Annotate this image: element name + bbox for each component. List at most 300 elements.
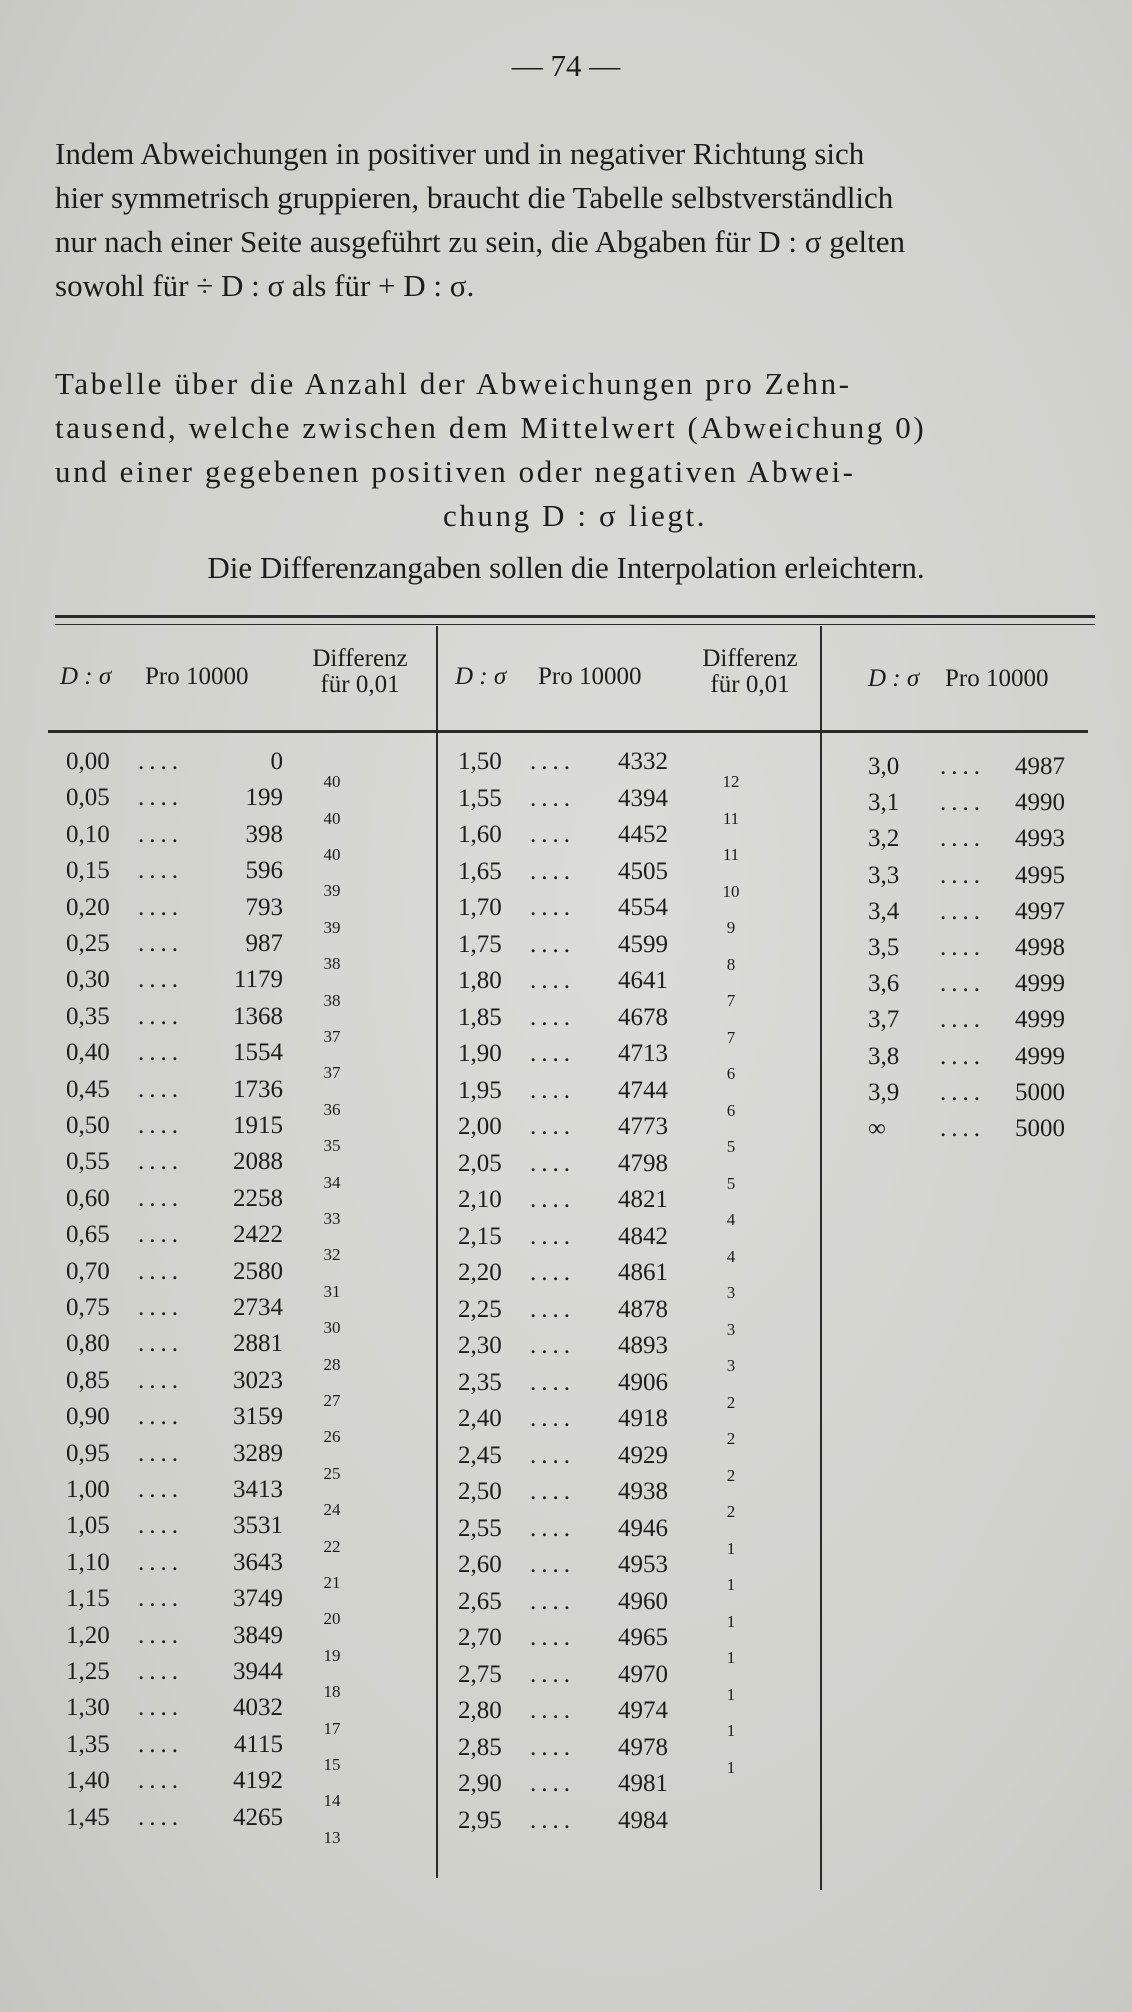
table-difference: 11 (722, 845, 740, 865)
table-arg: 1,15 (66, 1585, 110, 1613)
table-value: 2580 (233, 1257, 283, 1285)
table-arg: 0,30 (66, 966, 110, 994)
table-arg: 1,65 (458, 857, 502, 885)
table-difference: 21 (323, 1573, 341, 1592)
table-difference: 12 (722, 772, 740, 792)
table-difference: 38 (323, 990, 341, 1010)
table-difference: 3 (726, 1356, 736, 1376)
table-dots: .... (940, 753, 985, 780)
table-top-rule (55, 615, 1095, 618)
table-value: 4842 (618, 1222, 668, 1250)
table-arg: 2,25 (458, 1295, 502, 1323)
table-value: 4978 (618, 1733, 668, 1761)
table-arg: 1,90 (458, 1040, 502, 1067)
table-value: 4946 (618, 1514, 668, 1542)
table-dots: .... (940, 897, 985, 925)
table-value: 3749 (233, 1585, 283, 1613)
table-value: 4918 (618, 1405, 668, 1432)
table-dots: .... (138, 1221, 183, 1249)
table-value: 4997 (1015, 897, 1065, 925)
table-difference: 11 (722, 808, 740, 828)
table-value: 3413 (233, 1476, 283, 1503)
table-difference: 9 (726, 918, 736, 938)
table-dots: .... (138, 1148, 183, 1176)
table-difference: 3 (726, 1283, 736, 1303)
table-difference: 19 (323, 1645, 341, 1665)
table-value: 4505 (618, 857, 668, 885)
header-bottom-rule (48, 730, 1088, 733)
table-difference: 2 (726, 1429, 736, 1449)
table-value: 1915 (233, 1112, 283, 1139)
table-arg: 2,75 (458, 1660, 502, 1688)
table-arg: 2,50 (458, 1478, 502, 1505)
table-arg: 2,05 (458, 1149, 502, 1177)
table-difference: 3 (726, 1319, 736, 1339)
table-dots: .... (138, 1548, 183, 1576)
table-dots: .... (530, 1587, 575, 1615)
table-arg: 1,50 (458, 748, 502, 775)
table-difference: 4 (726, 1210, 736, 1230)
table-dots: .... (138, 1112, 183, 1139)
table-arg: 3,6 (868, 970, 900, 998)
table-dots: .... (138, 857, 183, 885)
table-arg: 1,05 (66, 1512, 110, 1540)
table-value: 4452 (618, 821, 668, 848)
table-arg: 3,4 (868, 897, 900, 925)
paragraph-line: Indem Abweichungen in positiver und in negativer Richtung sich (55, 136, 865, 171)
table-dots: .... (530, 1149, 575, 1177)
table-difference: 1 (726, 1575, 736, 1595)
table-difference: 17 (323, 1718, 341, 1738)
table-dots: .... (530, 1368, 575, 1396)
table-dots: .... (940, 934, 985, 961)
table-dots: .... (940, 1115, 985, 1142)
table-value: 3159 (233, 1403, 283, 1431)
table-dots: .... (530, 784, 575, 812)
table-dots: .... (138, 820, 183, 848)
table-dots: .... (530, 1003, 575, 1031)
table-value: 4960 (618, 1587, 668, 1615)
table-value: 793 (245, 893, 283, 921)
table-value: 1736 (233, 1075, 283, 1103)
table-value: 1554 (233, 1039, 283, 1067)
table-value: 4999 (1015, 1042, 1065, 1070)
table-arg: 2,30 (458, 1332, 502, 1359)
table-dots: .... (138, 1366, 183, 1394)
table-dots: .... (138, 1803, 183, 1831)
table-dots: .... (138, 1330, 183, 1358)
table-arg: 1,30 (66, 1694, 110, 1722)
table-difference: 22 (323, 1536, 341, 1556)
table-dots: .... (530, 1514, 575, 1542)
table-dots: .... (530, 1259, 575, 1286)
table-dots: .... (530, 1806, 575, 1834)
table-difference: 15 (323, 1755, 341, 1774)
table-arg: 0,35 (66, 1002, 110, 1030)
table-arg: 1,35 (66, 1730, 110, 1758)
table-arg: 2,00 (458, 1113, 502, 1140)
table-difference: 5 (726, 1173, 736, 1193)
table-difference: 38 (323, 954, 341, 974)
table-dots: .... (530, 930, 575, 958)
table-difference: 34 (323, 1172, 341, 1192)
table-value: 4987 (1015, 753, 1065, 780)
table-arg: 0,95 (66, 1439, 110, 1467)
table-value: 0 (270, 748, 283, 775)
table-value: 4984 (618, 1806, 668, 1834)
table-difference: 5 (726, 1137, 736, 1157)
table-dots: .... (138, 748, 183, 775)
table-difference: 30 (323, 1318, 341, 1338)
table-arg: 3,1 (868, 789, 900, 817)
table-difference: 6 (726, 1064, 736, 1084)
paragraph-line: sowohl für ÷ D : σ als für + D : σ. (55, 268, 475, 303)
table-value: 4974 (618, 1697, 668, 1724)
paragraph-line: nur nach einer Seite ausgeführt zu sein, die Abgaben für D : σ gelten (55, 224, 905, 259)
table-value: 4115 (233, 1730, 283, 1758)
table-dots: .... (530, 1441, 575, 1469)
table-difference: 31 (323, 1281, 341, 1301)
table-dots: .... (530, 1222, 575, 1250)
table-difference: 35 (323, 1136, 341, 1156)
table-dots: .... (138, 1403, 183, 1431)
table-value: 4878 (618, 1295, 668, 1323)
table-arg: 0,25 (66, 930, 110, 957)
table-arg: 3,2 (868, 825, 900, 853)
table-dots: .... (138, 1694, 183, 1722)
table-dots: .... (138, 784, 183, 812)
table-arg: 1,20 (66, 1621, 110, 1649)
table-arg: 1,45 (66, 1803, 110, 1831)
table-difference: 13 (323, 1827, 341, 1847)
table-difference: 33 (323, 1209, 341, 1228)
table-dots: .... (138, 1621, 183, 1649)
table-arg: 1,40 (66, 1767, 110, 1795)
table-dots: .... (138, 1730, 183, 1758)
table-value: 3643 (233, 1548, 283, 1576)
table-dots: .... (530, 857, 575, 885)
table-arg: ∞ (868, 1115, 886, 1142)
table-dots: .... (940, 970, 985, 998)
table-dots: .... (138, 930, 183, 957)
header-differenz-line: Differenz (702, 645, 798, 672)
table-arg: 1,95 (458, 1076, 502, 1104)
table-difference: 20 (323, 1609, 341, 1629)
table-value: 4999 (1015, 970, 1065, 998)
header-differenz-line: Differenz (312, 645, 408, 672)
table-value: 4798 (618, 1149, 668, 1177)
table-value: 4032 (233, 1694, 283, 1722)
table-arg: 2,85 (458, 1733, 502, 1761)
table-value: 2422 (233, 1221, 283, 1249)
table-value: 398 (245, 820, 283, 848)
table-difference: 1 (726, 1721, 736, 1741)
table-difference: 40 (323, 772, 341, 792)
table-value: 4394 (618, 784, 668, 812)
table-value: 4981 (618, 1770, 668, 1797)
table-difference: 8 (726, 954, 736, 974)
caption-line: und einer gegebenen positiven oder negativen Abwei- (55, 454, 856, 489)
table-dots: .... (940, 1006, 985, 1034)
header-pro-10000: Pro 10000 (945, 665, 1049, 692)
table-arg: 2,60 (458, 1551, 502, 1578)
table-difference: 40 (323, 808, 341, 828)
table-value: 4999 (1015, 1006, 1065, 1034)
table-value: 2088 (233, 1148, 283, 1176)
table-difference: 1 (726, 1538, 736, 1558)
table-dots: .... (138, 1658, 183, 1685)
table-dots: .... (530, 1770, 575, 1797)
table-dots: .... (138, 893, 183, 921)
table-value: 4599 (618, 930, 668, 958)
table-arg: 2,90 (458, 1770, 502, 1797)
table-arg: 2,40 (458, 1405, 502, 1432)
table-arg: 2,15 (458, 1222, 502, 1250)
table-value: 4332 (618, 748, 668, 775)
table-difference: 6 (726, 1100, 736, 1120)
table-arg: 0,10 (66, 820, 110, 848)
header-differenz-line: für 0,01 (320, 671, 400, 698)
table-arg: 1,75 (458, 930, 502, 958)
table-dots: .... (138, 1512, 183, 1540)
table-dots: .... (530, 1113, 575, 1140)
table-difference: 40 (323, 845, 341, 864)
table-difference: 36 (323, 1099, 341, 1119)
table-value: 4641 (618, 967, 668, 994)
table-caption (55, 362, 1095, 538)
table-arg: 0,60 (66, 1184, 110, 1212)
table-arg: 2,35 (458, 1368, 502, 1396)
table-value: 4821 (618, 1186, 668, 1213)
table-value: 4192 (233, 1767, 283, 1795)
table-arg: 1,80 (458, 967, 502, 994)
table-dots: .... (940, 789, 985, 817)
table-value: 5000 (1015, 1115, 1065, 1142)
header-d-sigma: D : σ (868, 665, 920, 692)
table-arg: 1,60 (458, 821, 502, 848)
table-value: 2734 (233, 1294, 283, 1321)
table-difference: 7 (726, 991, 736, 1011)
table-value: 4938 (618, 1478, 668, 1505)
table-arg: 1,10 (66, 1548, 110, 1576)
table-dots: .... (138, 1039, 183, 1067)
header-differenz (680, 646, 820, 698)
table-arg: 2,45 (458, 1441, 502, 1469)
table-difference: 4 (726, 1246, 736, 1266)
table-arg: 3,7 (868, 1006, 900, 1034)
caption-line: chung D : σ liegt. (442, 498, 708, 533)
header-differenz (290, 646, 430, 698)
table-arg: 0,85 (66, 1366, 110, 1394)
table-value: 4265 (233, 1803, 283, 1831)
table-dots: .... (138, 1002, 183, 1030)
table-dots: .... (138, 1075, 183, 1103)
table-value: 1368 (233, 1002, 283, 1030)
table-value: 4906 (618, 1368, 668, 1396)
table-value: 4678 (618, 1003, 668, 1031)
table-difference: 10 (722, 881, 740, 901)
table-difference: 14 (323, 1791, 341, 1811)
header-pro-10000: Pro 10000 (538, 663, 642, 690)
table-arg: 2,70 (458, 1624, 502, 1651)
table-dots: .... (530, 1405, 575, 1432)
table-difference: 18 (323, 1682, 341, 1702)
table-value: 596 (245, 857, 283, 885)
table-dots: .... (138, 1585, 183, 1613)
table-value: 2881 (233, 1330, 283, 1358)
table-value: 4993 (1015, 825, 1065, 853)
table-value: 4713 (618, 1040, 668, 1067)
table-dots: .... (530, 1076, 575, 1104)
table-arg: 1,25 (66, 1658, 110, 1685)
table-value: 4929 (618, 1441, 668, 1469)
table-dots: .... (138, 1294, 183, 1321)
table-value: 3849 (233, 1621, 283, 1649)
table-difference: 39 (323, 881, 341, 901)
table-difference: 1 (726, 1648, 736, 1668)
table-difference: 37 (323, 1027, 341, 1046)
table-dots: .... (530, 1478, 575, 1505)
table-dots: .... (138, 1257, 183, 1285)
table-difference: 27 (323, 1391, 341, 1410)
table-dots: .... (138, 966, 183, 994)
table-arg: 0,40 (66, 1039, 110, 1067)
caption-line: tausend, welche zwischen dem Mittelwert (Abweichung 0) (55, 410, 927, 445)
table-dots: .... (940, 825, 985, 853)
table-value: 199 (245, 784, 283, 812)
table-value: 5000 (1015, 1078, 1065, 1106)
table-value: 4744 (618, 1076, 668, 1104)
table-difference: 7 (726, 1027, 736, 1047)
table-dots: .... (138, 1439, 183, 1467)
table-arg: 2,10 (458, 1186, 502, 1213)
column-divider (820, 626, 822, 1890)
table-dots: .... (530, 1551, 575, 1578)
table-difference: 39 (323, 917, 341, 937)
table-arg: 2,80 (458, 1697, 502, 1724)
table-arg: 3,8 (868, 1042, 900, 1070)
table-arg: 1,00 (66, 1476, 110, 1503)
table-arg: 2,55 (458, 1514, 502, 1542)
table-value: 4990 (1015, 789, 1065, 817)
table-difference: 32 (323, 1245, 341, 1265)
table-dots: .... (530, 1624, 575, 1651)
table-value: 3023 (233, 1366, 283, 1394)
table-arg: 0,80 (66, 1330, 110, 1358)
table-arg: 0,05 (66, 784, 110, 812)
table-arg: 0,70 (66, 1257, 110, 1285)
table-value: 4965 (618, 1624, 668, 1651)
table-value: 4995 (1015, 861, 1065, 889)
table-arg: 3,0 (868, 753, 900, 780)
table-value: 4554 (618, 894, 668, 921)
table-dots: .... (530, 1697, 575, 1724)
table-arg: 0,45 (66, 1075, 110, 1103)
intro-paragraph (55, 132, 1095, 308)
table-dots: .... (940, 1042, 985, 1070)
table-dots: .... (138, 1184, 183, 1212)
table-arg: 0,00 (66, 748, 110, 775)
header-d-sigma: D : σ (455, 663, 507, 690)
table-value: 4773 (618, 1113, 668, 1140)
table-difference: 37 (323, 1063, 341, 1083)
table-dots: .... (530, 1733, 575, 1761)
table-dots: .... (138, 1767, 183, 1795)
table-value: 2258 (233, 1184, 283, 1212)
table-dots: .... (940, 861, 985, 889)
table-arg: 0,55 (66, 1148, 110, 1176)
table-value: 4953 (618, 1551, 668, 1578)
table-dots: .... (138, 1476, 183, 1503)
table-difference: 2 (726, 1502, 736, 1522)
page-number: — 74 — (511, 48, 621, 83)
table-difference: 2 (726, 1392, 736, 1412)
table-dots: .... (530, 1186, 575, 1213)
table-arg: 1,85 (458, 1003, 502, 1031)
table-value: 987 (245, 930, 283, 957)
table-difference: 1 (726, 1684, 736, 1704)
table-difference: 24 (323, 1500, 341, 1520)
table-arg: 2,20 (458, 1259, 502, 1286)
table-difference: 1 (726, 1611, 736, 1631)
table-difference: 1 (726, 1757, 736, 1777)
header-differenz-line: für 0,01 (710, 671, 790, 698)
table-arg: 0,50 (66, 1112, 110, 1139)
table-arg: 0,75 (66, 1294, 110, 1321)
table-dots: .... (940, 1078, 985, 1106)
table-value: 3531 (233, 1512, 283, 1540)
table-value: 3944 (233, 1658, 283, 1685)
table-arg: 1,70 (458, 894, 502, 921)
table-arg: 1,55 (458, 784, 502, 812)
table-arg: 0,15 (66, 857, 110, 885)
column-divider (436, 626, 438, 1878)
paragraph-line: hier symmetrisch gruppieren, braucht die Tabelle selbstverständlich (55, 180, 894, 215)
table-difference: 25 (323, 1463, 341, 1483)
table-value: 1179 (233, 966, 283, 994)
table-dots: .... (530, 1040, 575, 1067)
table-value: 4998 (1015, 934, 1065, 961)
table-arg: 3,5 (868, 934, 900, 961)
interpolation-note: Die Differenzangaben sollen die Interpolation erleichtern. (207, 550, 925, 585)
table-arg: 2,65 (458, 1587, 502, 1615)
table-dots: .... (530, 748, 575, 775)
table-dots: .... (530, 894, 575, 921)
table-value: 4861 (618, 1259, 668, 1286)
table-top-rule-thin (55, 624, 1095, 625)
table-value: 4893 (618, 1332, 668, 1359)
table-value: 3289 (233, 1439, 283, 1467)
table-difference: 28 (323, 1354, 341, 1374)
table-value: 4970 (618, 1660, 668, 1688)
table-dots: .... (530, 1332, 575, 1359)
table-arg: 0,65 (66, 1221, 110, 1249)
header-pro-10000: Pro 10000 (145, 663, 249, 690)
table-arg: 2,95 (458, 1806, 502, 1834)
table-dots: .... (530, 967, 575, 994)
table-difference: 26 (323, 1427, 341, 1447)
table-arg: 0,90 (66, 1403, 110, 1431)
table-arg: 3,3 (868, 861, 900, 889)
table-dots: .... (530, 821, 575, 848)
table-dots: .... (530, 1295, 575, 1323)
table-arg: 3,9 (868, 1078, 900, 1106)
caption-line: Tabelle über die Anzahl der Abweichungen pro Zehn- (55, 366, 852, 401)
table-arg: 0,20 (66, 893, 110, 921)
table-difference: 2 (726, 1465, 736, 1485)
header-d-sigma: D : σ (60, 663, 112, 690)
table-dots: .... (530, 1660, 575, 1688)
